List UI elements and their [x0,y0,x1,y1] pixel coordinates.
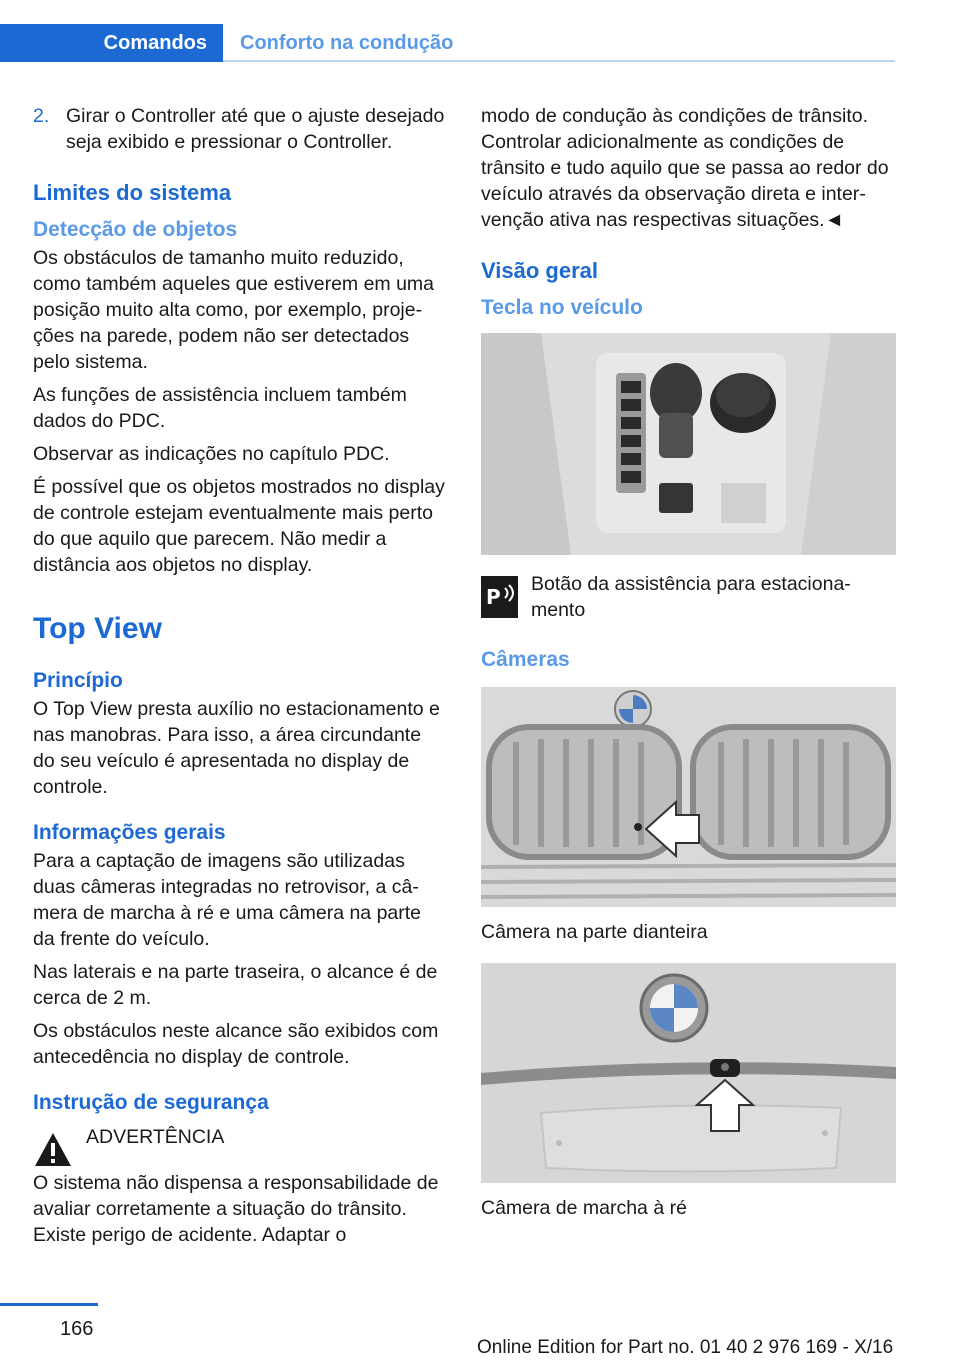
page-number: 166 [60,1318,94,1340]
parking-assistant-icon [481,576,518,618]
step-text: Girar o Controller até que o ajuste desejado seja exibido e pressionar o Controller. [66,105,445,153]
obstacles-paragraph: Os obstáculos neste alcance são exibidos com antecedência no display de controle. [33,1020,439,1068]
general-info-heading: Informações gerais [33,821,226,844]
warning-block [33,1124,448,1170]
object-detection-paragraph: Os obstáculos de tamanho muito reduzido, como também aqueles que estiverem em uma posição muito alta como, por exemplo, projeções na parede, podem não ser detectados pelo sistema. [33,247,435,373]
header-tab-section[interactable]: Conforto na condução [240,32,454,54]
edition-note: Online Edition for Part no. 01 40 2 976 169 - X/16 [477,1337,894,1358]
system-limits-heading: Limites do sistema [33,180,232,205]
left-column [33,103,448,1255]
safety-heading: Instrução de segurança [33,1091,269,1114]
warning-text: O sistema não dispensa a responsabilidade de avaliar corretamente a situação do trânsito. Existe perigo de acidente. Adaptar o [33,1172,439,1246]
front-camera-image [481,687,896,907]
principle-paragraph: O Top View presta auxílio no estacionamento e nas manobras. Para isso, a área circundante do seu veículo é apresentada no display de controle. [33,698,440,798]
rear-camera-caption: Câmera de marcha à ré [481,1197,687,1219]
button-caption: Botão da assistência para estacionamento [531,573,851,621]
pdc-reference-paragraph: Observar as indicações no capítulo PDC. [33,443,390,465]
object-detection-heading: Detecção de objetos [33,218,238,241]
header-tab-comandos[interactable]: Comandos [0,24,223,62]
warning-triangle-icon [33,1130,73,1170]
step-number: 2. [33,105,50,127]
range-paragraph: Nas laterais e na parte traseira, o alcance é de cerca de 2 m. [33,961,438,1009]
top-view-heading: Top View [33,612,162,645]
front-camera-caption: Câmera na parte dianteira [481,921,708,943]
rear-camera-image [481,963,896,1183]
cameras-paragraph: Para a captação de imagens são utilizadas duas câmeras integradas no retrovisor, a câmera de marcha à ré e uma câmera na parte da frente do veículo. [33,850,422,950]
footer-divider [0,1303,98,1306]
right-column [481,103,896,1221]
overview-heading: Visão geral [481,258,598,283]
cameras-heading: Câmeras [481,648,570,671]
principle-heading: Princípio [33,669,123,692]
header-divider [223,60,895,62]
list-item [33,103,448,155]
continued-paragraph: modo de condução às condições de trânsito. Controlar adicionalmente as condições de trânsito e tudo aquilo que se passa ao redor do veículo através da observação direta e intervenção ativa nas respectivas situações.◄ [481,105,889,231]
button-heading: Tecla no veículo [481,296,643,319]
warning-title: ADVERTÊNCIA [86,1126,225,1148]
display-distance-paragraph: É possível que os objetos mostrados no display de controle estejam eventualmente mais perto do que aquilo que parecem. Não medir a distância aos objetos no display. [33,476,445,576]
parking-button-note [481,571,896,623]
page-header [0,24,895,62]
pdc-data-paragraph: As funções de assistência incluem também dados do PDC. [33,384,407,432]
svg-text:P: P [486,585,501,609]
center-console-image [481,333,896,555]
